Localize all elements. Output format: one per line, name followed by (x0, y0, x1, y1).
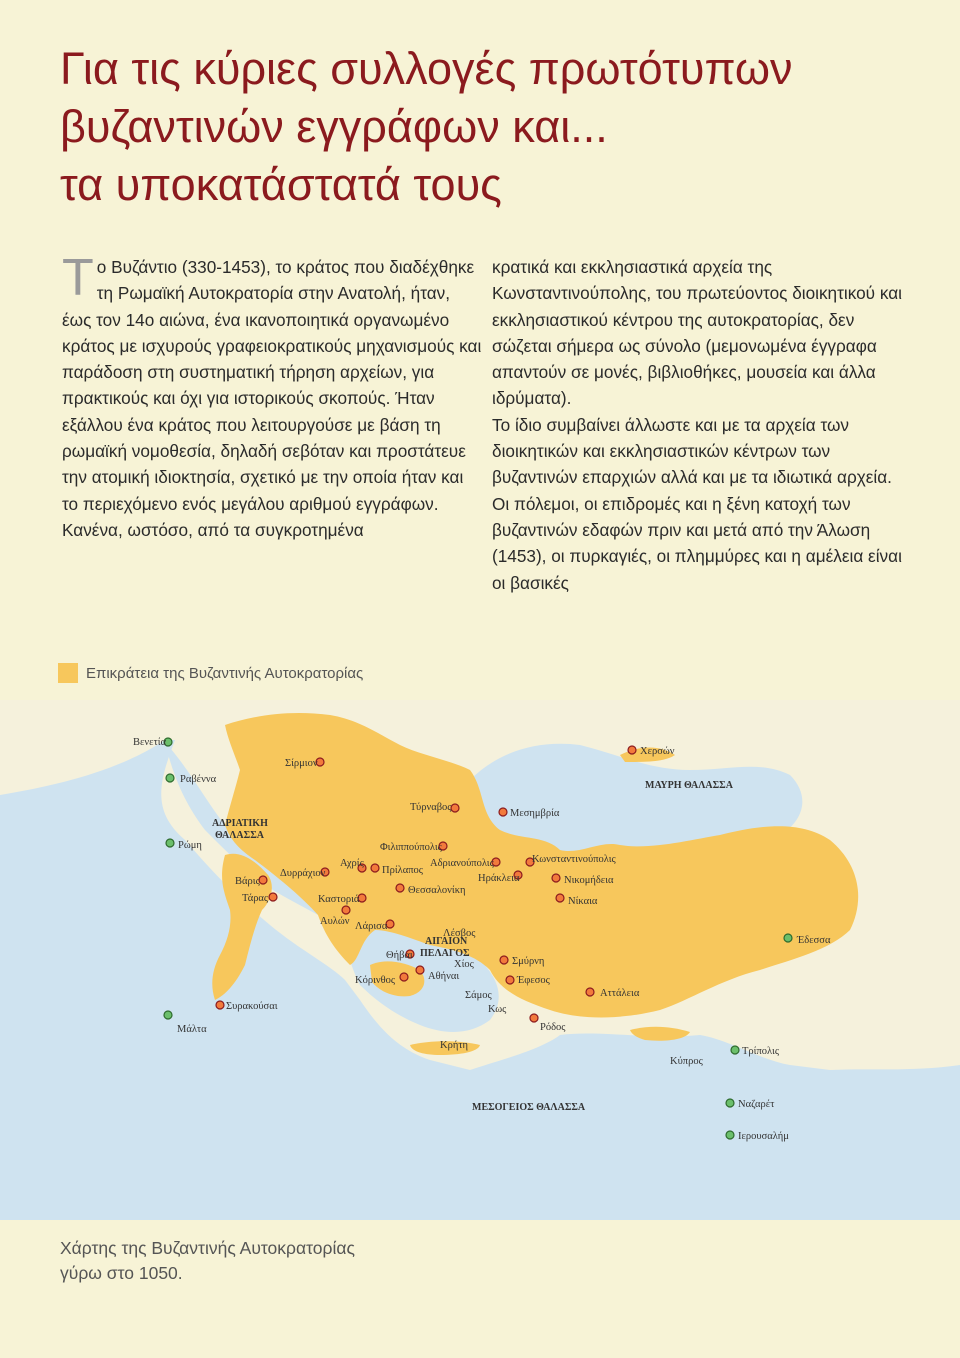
city-marker-korinthos (400, 973, 408, 981)
caption-line-1: Χάρτης της Βυζαντινής Αυτοκρατορίας (60, 1238, 355, 1258)
city-sirmion: Σίρμιον (285, 758, 318, 769)
intro-paragraph-2: Κανένα, ωστόσο, από τα συγκροτημένα (62, 519, 364, 540)
city-marker-smyrni (500, 956, 508, 964)
city-rome: Ρώμη (178, 840, 202, 851)
map-caption (60, 1236, 355, 1286)
city-marker-mesembria (499, 808, 507, 816)
city-venetia: Βενετία (133, 737, 167, 748)
city-marker-cherson (628, 746, 636, 754)
city-chios: Χίος (454, 959, 474, 970)
map-svg (0, 700, 960, 1220)
city-athinai: Αθήναι (428, 971, 460, 982)
city-lesvos: Λέσβος (443, 928, 476, 939)
city-marker-prilapos (371, 864, 379, 872)
city-marker-tripolis (731, 1046, 739, 1054)
city-kriti: Κρήτη (440, 1040, 469, 1051)
city-marker-rome (166, 839, 174, 847)
byzantine-map (0, 700, 960, 1220)
city-marker-thessaloniki (396, 884, 404, 892)
intro-paragraph-4: Το ίδιο συμβαίνει άλλωστε και με τα αρχεία των διοικητικών και εκκλησιαστικών κέντρων των βυζαντινών επαρχιών αλλά και με τα ιδιωτικά αρχεία. Οι πόλεμοι, οι επιδρομές και η ξένη κατοχή των βυζαντινών εδαφών πριν και μετά από την Άλωση (1453), οι πυρκαγιές, οι πλημμύρες και η αμέλεια είναι οι βασικές (492, 414, 902, 593)
title-line-1: Για τις κύριες συλλογές πρωτότυπων (60, 43, 793, 94)
city-kypros: Κύπρος (670, 1056, 703, 1067)
black-sea-label: ΜΑΥΡΗ ΘΑΛΑΣΣΑ (645, 780, 733, 791)
city-mesembria: Μεσημβρία (510, 808, 560, 819)
aegean-label-1: ΑΙΓΑΙΟΝ (425, 936, 468, 947)
city-tyrnavos: Τύρναβος (410, 802, 452, 813)
city-thivai: Θήβαι (386, 950, 413, 961)
city-marker-athinai (416, 966, 424, 974)
city-marker-ravenna (166, 774, 174, 782)
city-kastoria: Καστοριά (318, 894, 360, 905)
city-marker-nazaret (726, 1099, 734, 1107)
city-achris: Αχρίς (340, 858, 364, 869)
intro-text-1: ο Βυζάντιο (330-1453), το κράτος που διαδέχθηκε τη Ρωμαϊκή Αυτοκρατορία στην Ανατολή, ήταν, έως τον 14ο αιώνα, ένα ικανοποιητικά οργανωμένο κράτος με ισχυρούς γραφειοκρατικούς μηχανισμούς και παράδοση στη συστηματική τήρηση αρχείων, για πρακτικούς και όχι για ιστορικούς σκοπούς. Ήταν εξάλλου ένα κράτος που λειτουργούσε με βάση τη ρωμαϊκή νομοθεσία, δηλαδή σεβόταν και προστάτευε την ατομική ιδιοκτησία, σχετικό με την οποία ήταν και το περιεχόμενο ενός μεγάλου αριθμού εγγράφων. (62, 257, 482, 514)
city-marker-tyrnavos (451, 804, 459, 812)
city-taras: Τάρας (242, 893, 269, 904)
city-thessaloniki: Θεσσαλονίκη (408, 885, 466, 896)
drop-cap: Τ (62, 249, 94, 307)
mediterranean-label: ΜΕΣΟΓΕΙΟΣ ΘΑΛΑΣΣΑ (472, 1102, 586, 1113)
city-marker-edessa (784, 934, 792, 942)
adriatic-label-1: ΑΔΡΙΑΤΙΚΗ (212, 818, 268, 829)
city-avlon: Αυλών (320, 916, 350, 927)
city-marker-bari (259, 876, 267, 884)
city-marker-rodos (530, 1014, 538, 1022)
intro-paragraph-1 (62, 249, 482, 517)
city-herakleia: Ηράκλεια (478, 873, 520, 884)
city-konstantinoupolis: Κωνσταντινούπολις (532, 854, 616, 865)
city-marker-nikaia (556, 894, 564, 902)
city-nikaia: Νίκαια (568, 896, 598, 907)
intro-paragraph-3: κρατικά και εκκλησιαστικά αρχεία της Κωνσταντινούπολης, του πρωτεύοντος διοικητικού και εκκλησιαστικού κέντρου της αυτοκρατορίας, δεν σώζεται σήμερα ως σύνολο (μεμονωμένα έγγραφα απαντούν σε μονές, βιβλιοθήκες, μουσεία και άλλα ιδρύματα). (492, 257, 902, 409)
title-line-2: βυζαντινών εγγράφων και... (60, 101, 608, 152)
city-prilapos: Πρίλαπος (382, 865, 423, 876)
city-korinthos: Κόρινθος (355, 975, 396, 986)
intro-left-column (62, 249, 482, 543)
city-dyrrachion: Δυρράχιον (280, 868, 326, 879)
city-bari: Βάρις (235, 876, 260, 887)
city-cherson: Χερσών (640, 746, 675, 757)
adriatic-label-2: ΘΑΛΑΣΣΑ (215, 830, 264, 841)
city-ierousalim: Ιερουσαλήμ (738, 1131, 789, 1142)
city-marker-ierousalim (726, 1131, 734, 1139)
caption-line-2: γύρω στο 1050. (60, 1263, 183, 1283)
city-samos: Σάμος (465, 990, 492, 1001)
title-line-3: τα υποκατάστατά τους (60, 159, 502, 210)
city-smyrni: Σμύρνη (512, 956, 545, 967)
city-marker-nikomedeia (552, 874, 560, 882)
city-efesos: Έφεσος (517, 975, 550, 986)
city-rodos: Ρόδος (540, 1022, 566, 1033)
city-tripolis: Τρίπολις (742, 1046, 779, 1057)
city-edessa: Έδεσσα (797, 935, 831, 946)
city-attaleia: Αττάλεια (600, 988, 640, 999)
city-malta: Μάλτα (177, 1024, 207, 1035)
city-marker-taras (269, 893, 277, 901)
city-philippoupolis: Φιλιππούπολις (380, 842, 442, 853)
intro-right-column (492, 254, 902, 596)
city-marker-attaleia (586, 988, 594, 996)
city-nikomedeia: Νικομήδεια (564, 875, 614, 886)
page-title (60, 40, 920, 214)
legend-label: Επικράτεια της Βυζαντινής Αυτοκρατορίας (86, 664, 364, 682)
city-marker-syrakousai (216, 1001, 224, 1009)
city-kos: Κως (488, 1004, 507, 1015)
map-legend (58, 662, 363, 684)
legend-swatch (58, 663, 78, 683)
city-ravenna: Ραβέννα (180, 774, 217, 785)
city-adrianoupolis: Αδριανούπολις (430, 858, 494, 869)
city-marker-avlon (342, 906, 350, 914)
aegean-label-2: ΠΕΛΑΓΟΣ (420, 948, 470, 959)
city-marker-efesos (506, 976, 514, 984)
city-marker-malta (164, 1011, 172, 1019)
city-syrakousai: Συρακούσαι (226, 1001, 278, 1012)
city-nazaret: Ναζαρέτ (738, 1099, 775, 1110)
city-larisa: Λάρισα (355, 921, 388, 932)
